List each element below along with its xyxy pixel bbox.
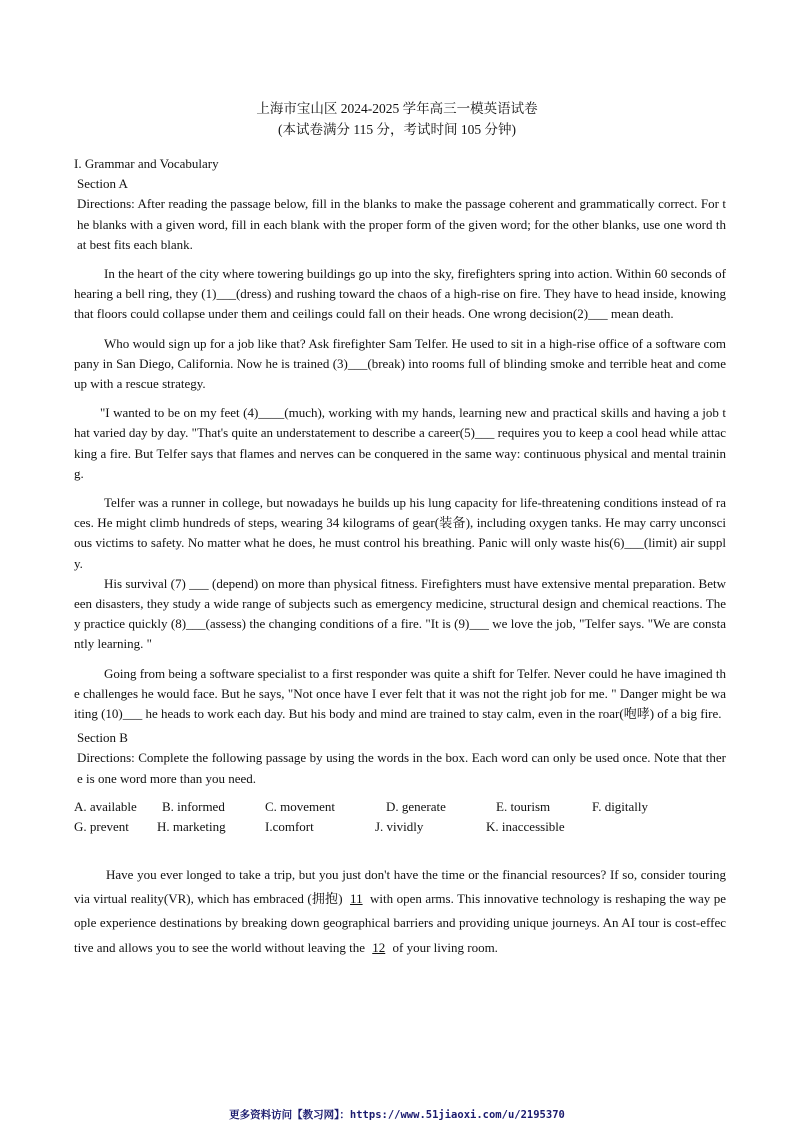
section-b-passage: [74, 863, 726, 960]
section-a-label: Section A: [77, 176, 128, 192]
word-box: [74, 797, 726, 837]
word-option: F. digitally: [592, 798, 649, 814]
section-b-directions: Directions: Complete the following passage by using the words in the box. Each word can only be used once. Note that there is one word more than you need.: [77, 750, 726, 786]
section-b-label: Section B: [77, 730, 128, 746]
word-option: K. inaccessible: [486, 818, 565, 834]
exam-subtitle: (本试卷满分 115 分，考试时间 105 分钟): [278, 122, 516, 137]
exam-body: [74, 154, 726, 960]
passage-text: of your living room.: [392, 939, 498, 955]
word-option: B. informed: [162, 798, 225, 814]
word-option: D. generate: [386, 798, 446, 814]
word-option: I.comfort: [265, 818, 314, 834]
paragraph-3: "I wanted to be on my feet (4)____(much), working with my hands, learning new and practical skills and having a job that varied day by day. "That's quite an understatement to describe a career(5)___ requires you to keep a cool head while attacking a fire. But Telfer says that flames and nerves can be conquered in the same way: continuous physical and mental training.: [74, 405, 726, 481]
paragraph-6: Going from being a software specialist to a first responder was quite a shift for Telfer. Never could he have imagined the challenges he would face. But he says, "Not once have I ever felt that it was not the right job for me. " Danger might be waiting (10)___ he heads to work each day. But his body and mind are trained to stay calm, even in the roar(咆哮) of a big fire.: [74, 665, 726, 722]
word-option: H. marketing: [157, 818, 226, 834]
word-row-2: [74, 817, 726, 837]
word-option: C. movement: [265, 798, 336, 814]
section-b-paragraph: [74, 863, 726, 960]
word-option: G. prevent: [74, 818, 129, 834]
word-option: A. available: [74, 798, 137, 814]
paragraph-4: Telfer was a runner in college, but nowadays he builds up his lung capacity for life-threatening conditions instead of races. He might climb hundreds of steps, wearing 34 kilograms of gear(装备), including oxygen tanks. He may carry unconscious victims to safety. No matter what he does, he must control his breathing. Panic will only waste his(6)___(limit) air supply.: [74, 495, 726, 571]
paragraph-2: Who would sign up for a job like that? Ask firefighter Sam Telfer. He used to sit in a high-rise office of a software company in San Diego, California. Now he is trained (3)___(break) into rooms full of blinding smoke and terrible heat and come up with a rescue strategy.: [74, 335, 726, 392]
blank-11: 11: [350, 891, 363, 907]
passage-text: with open arms. This innovative technology is reshaping the way people experience destinations by breaking down geographical barriers and providing unique journeys. An AI tour is cost-effective and allows you to see the world without leaving the: [74, 891, 726, 955]
word-option: J. vividly: [375, 818, 424, 834]
passage-text: Have you ever longed to take a trip, but you just don't have the time or the financial resources? If so, consider touring via virtual reality(VR), which has embraced (拥抱): [74, 866, 726, 907]
blank-12: 12: [372, 939, 386, 955]
section-a-directions: Directions: After reading the passage below, fill in the blanks to make the passage coherent and grammatically correct. For the blanks with a given word, fill in each blank with the proper form of the given word; for the other blanks, use one word that best fits each blank.: [77, 196, 726, 252]
footer-link[interactable]: 更多资料访问【教习网】：https://www.51jiaoxi.com/u/2195370: [229, 1109, 565, 1121]
word-option: E. tourism: [496, 798, 551, 814]
exam-title: 上海市宝山区 2024-2025 学年高三一模英语试卷: [256, 101, 538, 116]
part-heading: I. Grammar and Vocabulary: [74, 156, 219, 171]
paragraph-5: His survival (7) ___ (depend) on more than physical fitness. Firefighters must have extensive mental preparation. Between disasters, they study a wide range of subjects such as emergency medicine, structural design and chemical reactions. They practice quickly (8)___(assess) the changing conditions of a fire. "It is (9)___ we love the job, "Telfer says. "We are constantly learning. ": [74, 575, 726, 652]
paragraph-1: In the heart of the city where towering buildings go up into the sky, firefighters spring into action. Within 60 seconds of hearing a bell ring, they (1)___(dress) and rushing toward the chaos of a high-rise on fire. They have to head inside, knowing that floors could collapse under them and ceilings could fall on their heads. One wrong decision(2)___ mean death.: [74, 266, 726, 322]
word-row-1: [74, 797, 726, 817]
